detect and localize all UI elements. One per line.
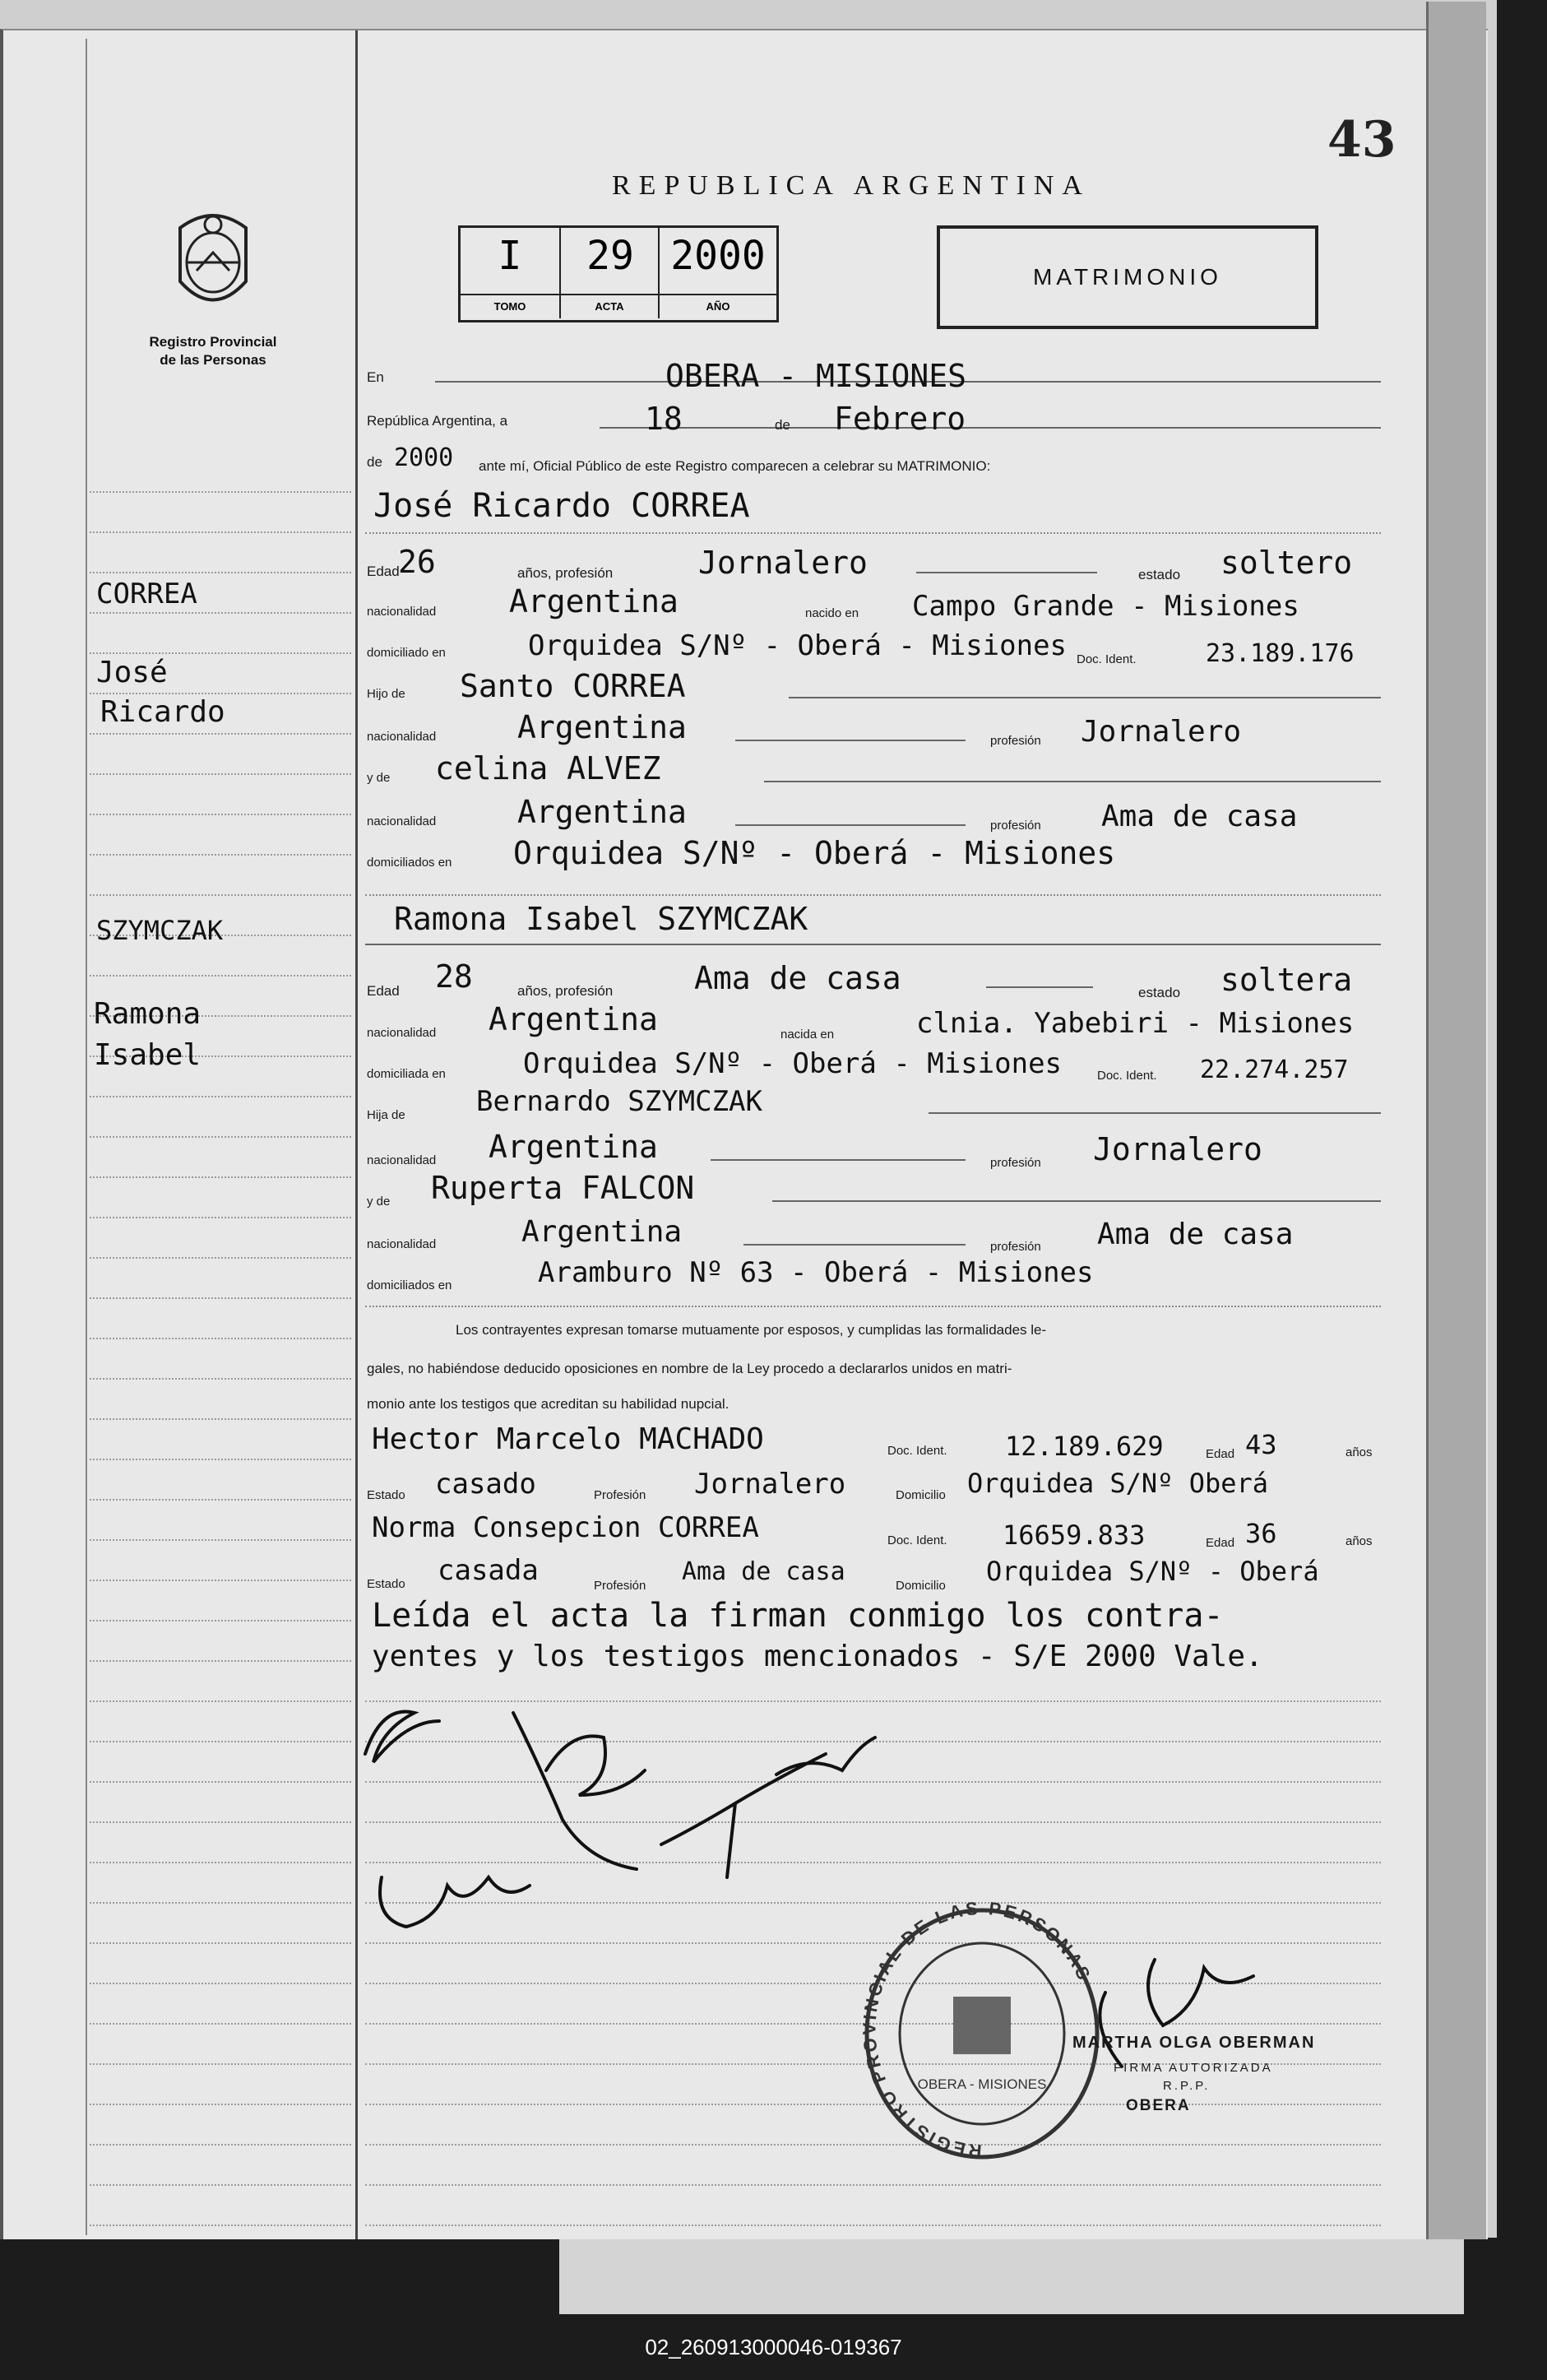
witness-1-age: 43 [1245, 1429, 1277, 1460]
groom-father-name: Santo CORREA [460, 668, 686, 704]
stamp-ring-text: REGISTRO PROVINCIAL DE LAS PERSONAS [859, 1898, 1095, 2162]
groom-mother-nacionalidad-label: nacionalidad [367, 814, 437, 828]
ano-label: AÑO [660, 294, 776, 318]
declaration-line-3: monio ante los testigos que acreditan su habilidad nupcial. [367, 1396, 729, 1412]
groom-nacionalidad-label: nacionalidad [367, 605, 437, 619]
witness-1-domicile: Orquidea S/Nº Oberá [967, 1468, 1269, 1499]
ruling-line [90, 2225, 351, 2226]
ruling-line [90, 2184, 351, 2186]
place-value: OBERA - MISIONES [665, 358, 967, 394]
groom-parents-domicile: Orquidea S/Nº - Oberá - Misiones [513, 835, 1116, 871]
ruling-line [90, 1378, 351, 1380]
ruling-line [90, 491, 351, 493]
witness-1-domicilio-label: Domicilio [896, 1488, 946, 1502]
ruling-line [90, 1620, 351, 1621]
bride-age: 28 [435, 958, 473, 995]
ruling-line [90, 572, 351, 573]
ruling-line [90, 1499, 351, 1501]
groom-mother-occupation: Ama de casa [1101, 800, 1298, 833]
groom-margin-surname: CORREA [96, 578, 197, 610]
registry-name [94, 333, 332, 369]
groom-hijo-de-label: Hijo de [367, 687, 405, 701]
de-label: de [775, 417, 790, 433]
bride-father-name: Bernardo SZYMCZAK [476, 1085, 762, 1118]
witness-2-estado-label: Estado [367, 1577, 405, 1591]
witness-2-anos-label: años [1346, 1534, 1373, 1548]
groom-father-nacionalidad-label: nacionalidad [367, 730, 437, 744]
ruling-line [90, 2104, 351, 2105]
bride-margin-given-1: Ramona [94, 997, 201, 1031]
bride-father-nacionalidad-label: nacionalidad [367, 1153, 437, 1167]
witness-1-profesion-label: Profesión [594, 1488, 646, 1502]
groom-domiciliado-label: domiciliado en [367, 646, 446, 660]
acta-value: 29 [586, 233, 634, 279]
bride-nacionalidad-label: nacionalidad [367, 1026, 437, 1040]
groom-y-de-label: y de [367, 771, 391, 785]
registry-line-1: Registro Provincial [149, 334, 277, 350]
registry-line-2: de las Personas [160, 352, 266, 368]
official-office: OBERA [1126, 2097, 1191, 2114]
registry-stamp [859, 1898, 1105, 2169]
groom-mother-nationality: Argentina [517, 794, 687, 830]
tomo-value: I [498, 233, 522, 279]
bride-father-nationality: Argentina [489, 1129, 658, 1165]
groom-father-profesion-label: profesión [990, 734, 1041, 748]
witness-2-edad-label: Edad [1206, 1536, 1235, 1550]
bride-y-de-label: y de [367, 1195, 391, 1209]
ruling-line [90, 1297, 351, 1299]
ruling-line [90, 1257, 351, 1259]
ruling-line [90, 1942, 351, 1944]
bride-marital-status: soltera [1220, 962, 1353, 998]
declaration-line-1: Los contrayentes expresan tomarse mutuamente por esposos, y cumplidas las formalidades le- [456, 1322, 1047, 1338]
official-org: R.P.P. [1163, 2079, 1211, 2093]
bride-domiciliados-label: domiciliados en [367, 1278, 452, 1292]
ruling-line [90, 733, 351, 735]
groom-occupation: Jornalero [698, 545, 868, 581]
groom-full-name: José Ricardo CORREA [373, 487, 750, 525]
ruling-line [90, 1459, 351, 1460]
witness-1-estado-label: Estado [367, 1488, 405, 1502]
groom-marital-status: soltero [1220, 545, 1353, 581]
groom-margin-given-2: Ricardo [100, 695, 225, 729]
ruling-line [90, 612, 351, 614]
groom-domiciliados-label: domiciliados en [367, 856, 452, 870]
bride-mother-name: Ruperta FALCON [431, 1170, 695, 1206]
year-prefix-label: de [367, 454, 382, 470]
year-value: 2000 [394, 443, 454, 472]
ruling-line [90, 1902, 351, 1904]
groom-anos-profesion-label: años, profesión [517, 565, 614, 581]
bride-nationality: Argentina [489, 1001, 658, 1037]
bride-estado-label: estado [1138, 985, 1181, 1000]
official-text: ante mí, Oficial Público de este Registro comparecen a celebrar su MATRIMONIO: [479, 458, 991, 474]
page-number: 43 [1327, 111, 1396, 169]
bride-doc-label: Doc. Ident. [1097, 1069, 1157, 1083]
ruling-line [90, 652, 351, 654]
witness-1-edad-label: Edad [1206, 1447, 1235, 1461]
country-title: REPUBLICA ARGENTINA [612, 170, 1091, 201]
ruling-line [90, 1741, 351, 1742]
ruling-line [90, 1821, 351, 1823]
bride-nacida-en-label: nacida en [780, 1028, 835, 1042]
witness-2-domicile: Orquidea S/Nº - Oberá [986, 1556, 1319, 1587]
witness-1-status: casado [435, 1468, 536, 1501]
groom-father-occupation: Jornalero [1081, 715, 1242, 749]
groom-nationality: Argentina [509, 583, 679, 619]
witness-2-age: 36 [1245, 1518, 1277, 1549]
witness-2-profesion-label: Profesión [594, 1579, 646, 1593]
bride-occupation: Ama de casa [694, 960, 901, 996]
stamp-inner-text: OBERA - MISIONES [917, 2076, 1047, 2092]
witness-2-status: casada [438, 1554, 539, 1587]
official-name: MARTHA OLGA OBERMAN [1072, 2034, 1316, 2052]
witness-2-doc-id: 16659.833 [1003, 1519, 1146, 1551]
ruling-line [90, 1983, 351, 1984]
bride-domiciliada-label: domiciliada en [367, 1067, 446, 1081]
en-label: En [367, 369, 384, 385]
witness-2-occupation: Ama de casa [682, 1557, 845, 1586]
ruling-line [90, 814, 351, 815]
witness-1-occupation: Jornalero [694, 1468, 846, 1501]
ruling-line [90, 2144, 351, 2146]
groom-edad-label: Edad [367, 564, 400, 579]
bride-parents-domicile: Aramburo Nº 63 - Oberá - Misiones [538, 1256, 1094, 1289]
bride-mother-nationality: Argentina [521, 1215, 683, 1249]
witness-2-name: Norma Consepcion CORREA [372, 1511, 759, 1544]
ruling-line [90, 1176, 351, 1178]
groom-mother-profesion-label: profesión [990, 819, 1041, 833]
groom-nacido-en-label: nacido en [805, 606, 859, 620]
month-value: Febrero [834, 401, 966, 437]
groom-father-nationality: Argentina [517, 709, 687, 745]
ruling-line [90, 975, 351, 977]
ruling-line [90, 1580, 351, 1581]
ruling-line [90, 773, 351, 775]
ruling-line [90, 1217, 351, 1218]
bride-margin-surname: SZYMCZAK [96, 915, 224, 946]
witness-2-domicilio-label: Domicilio [896, 1579, 946, 1593]
tomo-label: TOMO [461, 294, 561, 318]
margin-rule-left [86, 39, 87, 2235]
ruling-line [90, 693, 351, 694]
bride-birthplace: clnia. Yabebiri - Misiones [916, 1007, 1355, 1040]
ruling-line [90, 894, 351, 896]
acta-label: ACTA [561, 294, 660, 318]
bride-full-name: Ramona Isabel SZYMCZAK [394, 901, 808, 937]
certificate-page [0, 29, 1488, 2239]
ruling-line [90, 1781, 351, 1783]
ruling-line [90, 531, 351, 533]
groom-doc-id: 23.189.176 [1206, 639, 1355, 668]
ruling-line [90, 1660, 351, 1662]
witness-2-doc-label: Doc. Ident. [887, 1533, 947, 1547]
groom-mother-name: celina ALVEZ [435, 750, 661, 786]
bride-father-profesion-label: profesión [990, 1156, 1041, 1170]
ruling-line [90, 1862, 351, 1863]
groom-doc-label: Doc. Ident. [1077, 652, 1137, 666]
ruling-line [90, 1418, 351, 1420]
bride-hija-de-label: Hija de [367, 1108, 405, 1122]
bride-edad-label: Edad [367, 983, 400, 999]
ruling-line [90, 1096, 351, 1097]
declaration-line-2: gales, no habiéndose deducido oposiciones en nombre de la Ley procedo a declararlos unidos en matri- [367, 1361, 1012, 1376]
bride-domicile: Orquidea S/Nº - Oberá - Misiones [523, 1047, 1063, 1080]
witness-1-anos-label: años [1346, 1445, 1373, 1459]
witness-1-doc-id: 12.189.629 [1005, 1431, 1164, 1462]
bride-mother-occupation: Ama de casa [1097, 1218, 1294, 1251]
witness-1-name: Hector Marcelo MACHADO [372, 1422, 764, 1456]
ruling-line [90, 2063, 351, 2065]
groom-birthplace: Campo Grande - Misiones [912, 590, 1299, 623]
groom-margin-given-1: José [96, 656, 168, 689]
ruling-line [90, 1338, 351, 1339]
closing-line-2: yentes y los testigos mencionados - S/E 2000 Vale. [372, 1640, 1263, 1673]
ruling-line [90, 1539, 351, 1541]
bride-mother-nacionalidad-label: nacionalidad [367, 1237, 437, 1251]
image-footer-id: 02_260913000046-019367 [645, 2335, 902, 2359]
ruling-line [90, 1136, 351, 1138]
day-value: 18 [645, 401, 683, 437]
witness-1-doc-label: Doc. Ident. [887, 1444, 947, 1458]
groom-age: 26 [398, 544, 436, 580]
ano-value: 2000 [670, 233, 766, 279]
bride-mother-profesion-label: profesión [990, 1240, 1041, 1254]
ruling-line [90, 854, 351, 856]
bride-father-occupation: Jornalero [1093, 1131, 1262, 1167]
bride-doc-id: 22.274.257 [1200, 1055, 1349, 1084]
groom-domicile: Orquidea S/Nº - Oberá - Misiones [528, 629, 1068, 662]
official-title: FIRMA AUTORIZADA [1114, 2061, 1273, 2075]
bride-margin-given-2: Isabel [94, 1038, 201, 1072]
underlying-page-bottom [559, 2236, 1464, 2314]
coat-of-arms-icon [164, 203, 262, 318]
ruling-line [90, 2023, 351, 2025]
bride-anos-profesion-label: años, profesión [517, 983, 614, 999]
record-type-box: MATRIMONIO [937, 225, 1318, 329]
tomo-acta-ano-box [458, 225, 779, 322]
rep-arg-label: República Argentina, a [367, 413, 508, 429]
groom-estado-label: estado [1138, 567, 1181, 582]
ruling-line [90, 1700, 351, 1702]
closing-line-1: Leída el acta la firman conmigo los contra- [372, 1597, 1224, 1635]
page-edge [1426, 2, 1486, 2239]
